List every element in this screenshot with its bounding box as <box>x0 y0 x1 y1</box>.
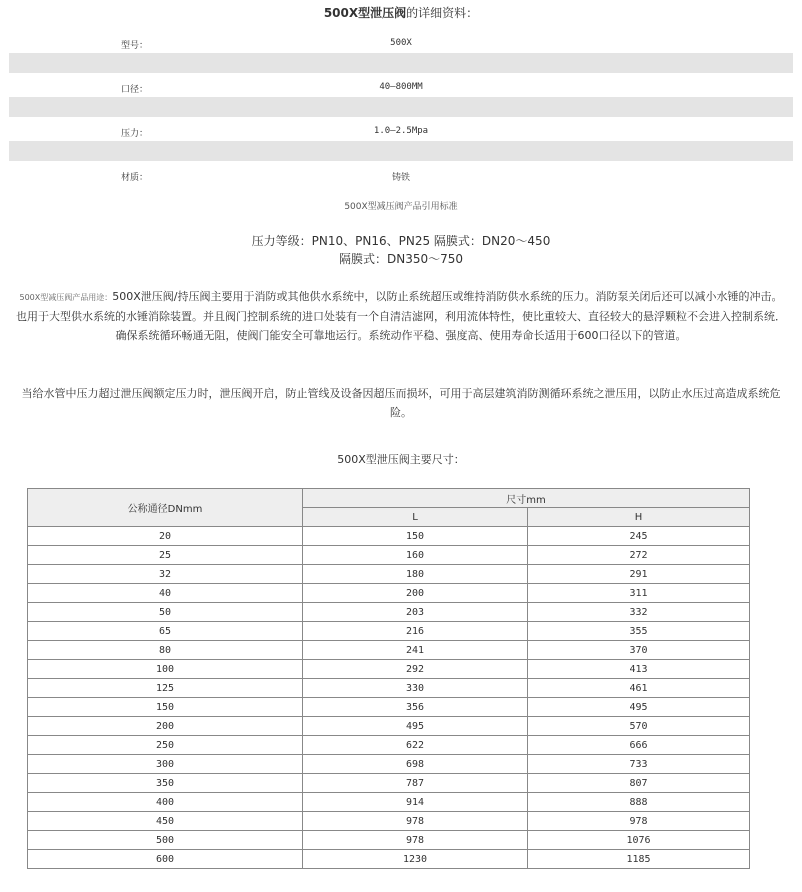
cell-l: 622 <box>303 736 528 755</box>
cell-dn: 125 <box>28 679 303 698</box>
table-body <box>28 527 750 869</box>
spec-row-pressure <box>9 121 793 141</box>
dimensions-title: 500X型泄压阀主要尺寸： <box>337 453 465 466</box>
table-row <box>28 698 750 717</box>
cell-l: 292 <box>303 660 528 679</box>
spec-value: 500X <box>390 38 412 48</box>
spec-divider <box>9 97 793 117</box>
table-row <box>28 584 750 603</box>
cell-dn: 80 <box>28 641 303 660</box>
cell-h: 1185 <box>528 850 750 869</box>
table-row <box>28 736 750 755</box>
cell-dn: 65 <box>28 622 303 641</box>
table-row <box>28 641 750 660</box>
standard-reference: 500X型减压阀产品引用标准 <box>344 202 458 212</box>
usage-text: 500X泄压阀∕持压阀主要用于消防或其他供水系统中，以防止系统超压或维持消防供水系统的压力。消防泵关闭后还可以减小水锤的冲击。也用于大型供水系统的水锤消除装置。并且阀门控制系统的进口处装有一个自清洁滤网，利用流体特性，使比重较大、直径较大的悬浮颗粒不会进入控制系统．确保系统循环畅通无阻，使阀门能安全可靠地运行。系统动作平稳、强度高、使用寿命长适用于600口径以下的管道。 <box>16 290 786 342</box>
cell-h: 272 <box>528 546 750 565</box>
table-row <box>28 831 750 850</box>
col-header-l: L <box>303 508 528 527</box>
col-header-size: 尺寸mm <box>303 489 750 508</box>
table-row <box>28 603 750 622</box>
spec-row-material <box>9 165 793 185</box>
cell-h: 978 <box>528 812 750 831</box>
table-row <box>28 812 750 831</box>
cell-l: 787 <box>303 774 528 793</box>
cell-dn: 32 <box>28 565 303 584</box>
cell-l: 241 <box>303 641 528 660</box>
cell-h: 807 <box>528 774 750 793</box>
spec-divider <box>9 141 793 161</box>
cell-h: 370 <box>528 641 750 660</box>
usage-paragraph <box>16 287 786 345</box>
cell-l: 150 <box>303 527 528 546</box>
cell-dn: 250 <box>28 736 303 755</box>
spec-label: 压力： <box>121 129 149 139</box>
spec-value: 铸铁 <box>391 173 410 183</box>
cell-l: 978 <box>303 831 528 850</box>
cell-l: 160 <box>303 546 528 565</box>
page-title <box>0 4 802 21</box>
cell-l: 200 <box>303 584 528 603</box>
cell-dn: 25 <box>28 546 303 565</box>
dimensions-table <box>27 488 750 869</box>
cell-l: 495 <box>303 717 528 736</box>
spec-value: 40—800MM <box>379 82 423 92</box>
cell-l: 203 <box>303 603 528 622</box>
cell-h: 413 <box>528 660 750 679</box>
cell-h: 666 <box>528 736 750 755</box>
col-header-dn: 公称通径DNmm <box>28 489 303 527</box>
cell-dn: 20 <box>28 527 303 546</box>
cell-l: 698 <box>303 755 528 774</box>
cell-h: 495 <box>528 698 750 717</box>
spec-row-model <box>9 33 793 53</box>
cell-h: 461 <box>528 679 750 698</box>
spec-label: 口径： <box>121 85 149 95</box>
cell-dn: 300 <box>28 755 303 774</box>
spec-divider <box>9 53 793 73</box>
spec-row-diameter <box>9 77 793 97</box>
cell-h: 1076 <box>528 831 750 850</box>
spec-label: 材质： <box>121 173 149 183</box>
cell-dn: 500 <box>28 831 303 850</box>
cell-dn: 40 <box>28 584 303 603</box>
standard-line: 隔膜式：DN350～750 <box>338 252 464 266</box>
cell-l: 356 <box>303 698 528 717</box>
col-header-h: H <box>528 508 750 527</box>
cell-l: 180 <box>303 565 528 584</box>
title-rest: 的详细资料： <box>406 6 479 20</box>
cell-dn: 600 <box>28 850 303 869</box>
table-row <box>28 679 750 698</box>
cell-l: 330 <box>303 679 528 698</box>
cell-h: 733 <box>528 755 750 774</box>
cell-dn: 150 <box>28 698 303 717</box>
cell-h: 291 <box>528 565 750 584</box>
cell-dn: 100 <box>28 660 303 679</box>
cell-h: 570 <box>528 717 750 736</box>
table-row <box>28 546 750 565</box>
table-row <box>28 717 750 736</box>
cell-l: 216 <box>303 622 528 641</box>
table-row <box>28 793 750 812</box>
table-row <box>28 660 750 679</box>
cell-h: 332 <box>528 603 750 622</box>
table-row <box>28 527 750 546</box>
usage-label: 500X型减压阀产品用途： <box>19 293 113 302</box>
cell-l: 914 <box>303 793 528 812</box>
standard-line: 压力等级：PN10、PN16、PN25 隔膜式：DN20～450 <box>251 234 551 248</box>
cell-h: 311 <box>528 584 750 603</box>
title-bold: 500X型泄压阀 <box>323 6 407 20</box>
cell-dn: 400 <box>28 793 303 812</box>
table-row <box>28 622 750 641</box>
table-row <box>28 565 750 584</box>
spec-value: 1.0—2.5Mpa <box>373 126 429 136</box>
cell-h: 888 <box>528 793 750 812</box>
table-row <box>28 850 750 869</box>
table-row <box>28 755 750 774</box>
spec-label: 型号： <box>121 41 149 51</box>
cell-dn: 50 <box>28 603 303 622</box>
cell-l: 1230 <box>303 850 528 869</box>
cell-h: 245 <box>528 527 750 546</box>
cell-dn: 450 <box>28 812 303 831</box>
cell-dn: 200 <box>28 717 303 736</box>
table-row <box>28 774 750 793</box>
cell-l: 978 <box>303 812 528 831</box>
cell-h: 355 <box>528 622 750 641</box>
cell-dn: 350 <box>28 774 303 793</box>
pressure-relief-paragraph: 当给水管中压力超过泄压阀额定压力时，泄压阀开启，防止管线及设备因超压而损坏，可用于高层建筑消防测循环系统之泄压用，以防止水压过高造成系统危险。 <box>21 387 781 419</box>
